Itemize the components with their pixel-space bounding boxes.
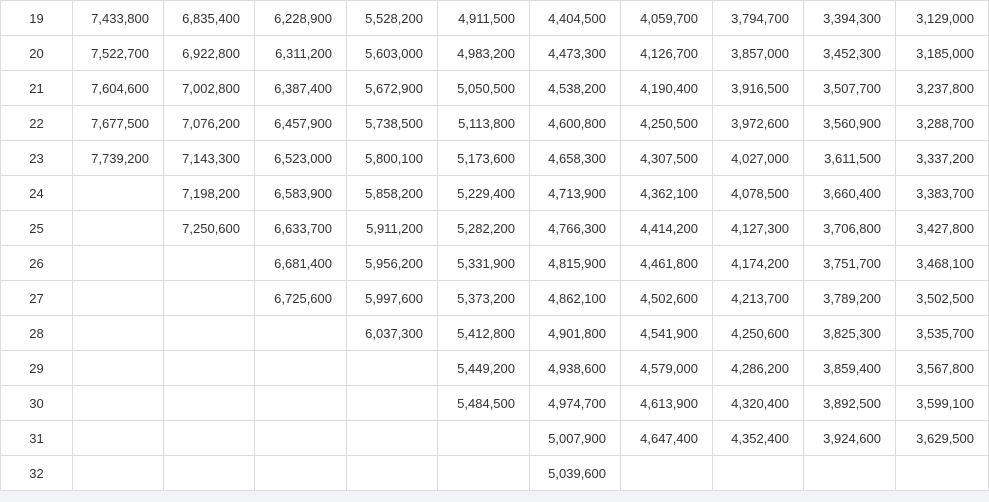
table-row xyxy=(1,211,989,246)
value-cell xyxy=(164,316,255,351)
row-number-cell: 28 xyxy=(1,316,73,351)
row-number-cell: 27 xyxy=(1,281,73,316)
value-cell: 5,282,200 xyxy=(438,211,530,246)
value-cell: 3,535,700 xyxy=(896,316,989,351)
value-cell xyxy=(255,386,347,421)
table-row xyxy=(1,141,989,176)
value-cell xyxy=(896,456,989,491)
value-cell xyxy=(347,456,438,491)
value-cell: 5,449,200 xyxy=(438,351,530,386)
value-cell: 3,916,500 xyxy=(713,71,804,106)
table-row xyxy=(1,246,989,281)
value-cell: 6,681,400 xyxy=(255,246,347,281)
value-cell: 5,911,200 xyxy=(347,211,438,246)
value-cell: 4,815,900 xyxy=(530,246,621,281)
value-cell: 7,604,600 xyxy=(73,71,164,106)
value-cell: 6,457,900 xyxy=(255,106,347,141)
value-cell: 3,394,300 xyxy=(804,1,896,36)
value-cell: 7,739,200 xyxy=(73,141,164,176)
value-cell: 6,633,700 xyxy=(255,211,347,246)
row-number-cell: 21 xyxy=(1,71,73,106)
table-row xyxy=(1,1,989,36)
value-cell xyxy=(164,351,255,386)
value-cell: 3,288,700 xyxy=(896,106,989,141)
value-cell xyxy=(164,421,255,456)
value-cell: 4,307,500 xyxy=(621,141,713,176)
value-cell: 4,059,700 xyxy=(621,1,713,36)
value-cell: 5,603,000 xyxy=(347,36,438,71)
row-number-cell: 30 xyxy=(1,386,73,421)
value-cell xyxy=(73,351,164,386)
value-cell: 6,387,400 xyxy=(255,71,347,106)
row-number-cell: 20 xyxy=(1,36,73,71)
value-cell: 4,862,100 xyxy=(530,281,621,316)
value-cell: 5,113,800 xyxy=(438,106,530,141)
value-cell: 5,800,100 xyxy=(347,141,438,176)
value-cell: 4,658,300 xyxy=(530,141,621,176)
value-cell: 5,858,200 xyxy=(347,176,438,211)
value-cell xyxy=(73,281,164,316)
value-cell: 3,468,100 xyxy=(896,246,989,281)
value-cell: 7,433,800 xyxy=(73,1,164,36)
value-cell xyxy=(73,211,164,246)
table-body xyxy=(1,1,989,491)
value-cell xyxy=(347,421,438,456)
value-cell: 4,911,500 xyxy=(438,1,530,36)
value-cell: 4,983,200 xyxy=(438,36,530,71)
value-cell: 6,922,800 xyxy=(164,36,255,71)
value-cell: 4,613,900 xyxy=(621,386,713,421)
value-cell xyxy=(255,316,347,351)
value-cell: 4,974,700 xyxy=(530,386,621,421)
value-cell: 4,127,300 xyxy=(713,211,804,246)
value-cell: 4,286,200 xyxy=(713,351,804,386)
value-cell: 7,522,700 xyxy=(73,36,164,71)
value-cell: 3,383,700 xyxy=(896,176,989,211)
row-number-cell: 32 xyxy=(1,456,73,491)
value-cell: 5,050,500 xyxy=(438,71,530,106)
value-cell: 3,185,000 xyxy=(896,36,989,71)
value-cell: 3,789,200 xyxy=(804,281,896,316)
table-row xyxy=(1,281,989,316)
value-cell: 5,412,800 xyxy=(438,316,530,351)
value-cell: 6,725,600 xyxy=(255,281,347,316)
value-cell: 6,037,300 xyxy=(347,316,438,351)
value-cell: 3,567,800 xyxy=(896,351,989,386)
row-number-cell: 25 xyxy=(1,211,73,246)
value-cell: 3,794,700 xyxy=(713,1,804,36)
value-cell xyxy=(164,246,255,281)
value-cell: 3,660,400 xyxy=(804,176,896,211)
value-cell: 5,997,600 xyxy=(347,281,438,316)
value-cell: 4,027,000 xyxy=(713,141,804,176)
value-cell xyxy=(73,316,164,351)
value-cell: 6,835,400 xyxy=(164,1,255,36)
value-cell: 3,502,500 xyxy=(896,281,989,316)
value-cell: 4,250,600 xyxy=(713,316,804,351)
table-row xyxy=(1,316,989,351)
value-cell xyxy=(621,456,713,491)
value-cell: 7,076,200 xyxy=(164,106,255,141)
value-cell xyxy=(164,281,255,316)
value-cell: 4,414,200 xyxy=(621,211,713,246)
value-cell: 6,311,200 xyxy=(255,36,347,71)
value-cell xyxy=(73,386,164,421)
value-cell: 5,672,900 xyxy=(347,71,438,106)
value-cell: 4,538,200 xyxy=(530,71,621,106)
value-cell: 4,579,000 xyxy=(621,351,713,386)
value-cell: 3,706,800 xyxy=(804,211,896,246)
value-cell: 3,629,500 xyxy=(896,421,989,456)
value-cell: 3,859,400 xyxy=(804,351,896,386)
value-cell: 5,373,200 xyxy=(438,281,530,316)
value-cell xyxy=(255,421,347,456)
table-row xyxy=(1,386,989,421)
value-cell: 5,173,600 xyxy=(438,141,530,176)
value-cell: 4,320,400 xyxy=(713,386,804,421)
value-cell xyxy=(73,246,164,281)
value-cell xyxy=(347,386,438,421)
value-cell: 5,229,400 xyxy=(438,176,530,211)
value-cell: 4,352,400 xyxy=(713,421,804,456)
value-cell: 4,213,700 xyxy=(713,281,804,316)
value-cell: 4,473,300 xyxy=(530,36,621,71)
value-cell: 5,331,900 xyxy=(438,246,530,281)
value-cell xyxy=(438,421,530,456)
value-cell: 3,237,800 xyxy=(896,71,989,106)
value-cell: 4,901,800 xyxy=(530,316,621,351)
value-cell: 4,078,500 xyxy=(713,176,804,211)
value-cell: 4,600,800 xyxy=(530,106,621,141)
value-cell: 3,825,300 xyxy=(804,316,896,351)
value-cell xyxy=(255,351,347,386)
row-number-cell: 31 xyxy=(1,421,73,456)
value-cell: 6,523,000 xyxy=(255,141,347,176)
value-cell: 7,002,800 xyxy=(164,71,255,106)
value-cell: 4,126,700 xyxy=(621,36,713,71)
table-row xyxy=(1,351,989,386)
value-cell xyxy=(255,456,347,491)
row-number-cell: 22 xyxy=(1,106,73,141)
value-cell: 3,560,900 xyxy=(804,106,896,141)
row-number-cell: 24 xyxy=(1,176,73,211)
value-cell: 3,599,100 xyxy=(896,386,989,421)
value-cell: 3,751,700 xyxy=(804,246,896,281)
value-cell: 5,956,200 xyxy=(347,246,438,281)
value-cell: 4,502,600 xyxy=(621,281,713,316)
value-cell xyxy=(347,351,438,386)
value-cell: 3,611,500 xyxy=(804,141,896,176)
value-cell: 4,461,800 xyxy=(621,246,713,281)
value-cell: 3,857,000 xyxy=(713,36,804,71)
value-cell xyxy=(164,456,255,491)
table-row xyxy=(1,456,989,491)
value-cell: 4,362,100 xyxy=(621,176,713,211)
value-cell: 5,039,600 xyxy=(530,456,621,491)
value-cell xyxy=(164,386,255,421)
value-cell xyxy=(804,456,896,491)
row-number-cell: 26 xyxy=(1,246,73,281)
table-row xyxy=(1,176,989,211)
value-cell: 3,427,800 xyxy=(896,211,989,246)
value-cell: 5,738,500 xyxy=(347,106,438,141)
value-cell: 4,174,200 xyxy=(713,246,804,281)
value-cell: 4,404,500 xyxy=(530,1,621,36)
row-number-cell: 19 xyxy=(1,1,73,36)
value-cell: 3,972,600 xyxy=(713,106,804,141)
value-cell: 3,337,200 xyxy=(896,141,989,176)
value-cell: 6,583,900 xyxy=(255,176,347,211)
value-cell: 4,250,500 xyxy=(621,106,713,141)
table-row xyxy=(1,71,989,106)
value-cell: 5,528,200 xyxy=(347,1,438,36)
value-cell: 4,541,900 xyxy=(621,316,713,351)
value-cell: 4,938,600 xyxy=(530,351,621,386)
value-cell: 3,507,700 xyxy=(804,71,896,106)
value-cell: 4,190,400 xyxy=(621,71,713,106)
value-cell xyxy=(73,456,164,491)
value-cell: 6,228,900 xyxy=(255,1,347,36)
value-cell: 7,198,200 xyxy=(164,176,255,211)
table-row xyxy=(1,36,989,71)
value-cell: 3,924,600 xyxy=(804,421,896,456)
value-cell: 4,647,400 xyxy=(621,421,713,456)
value-cell: 5,484,500 xyxy=(438,386,530,421)
table-row xyxy=(1,106,989,141)
value-cell: 7,677,500 xyxy=(73,106,164,141)
value-cell: 7,250,600 xyxy=(164,211,255,246)
value-cell: 3,892,500 xyxy=(804,386,896,421)
value-cell xyxy=(438,456,530,491)
value-cell: 4,766,300 xyxy=(530,211,621,246)
value-cell: 3,452,300 xyxy=(804,36,896,71)
value-cell: 5,007,900 xyxy=(530,421,621,456)
value-cell xyxy=(713,456,804,491)
table-row xyxy=(1,421,989,456)
value-cell xyxy=(73,176,164,211)
value-cell: 3,129,000 xyxy=(896,1,989,36)
value-cell: 7,143,300 xyxy=(164,141,255,176)
value-cell: 4,713,900 xyxy=(530,176,621,211)
row-number-cell: 29 xyxy=(1,351,73,386)
value-cell xyxy=(73,421,164,456)
row-number-cell: 23 xyxy=(1,141,73,176)
